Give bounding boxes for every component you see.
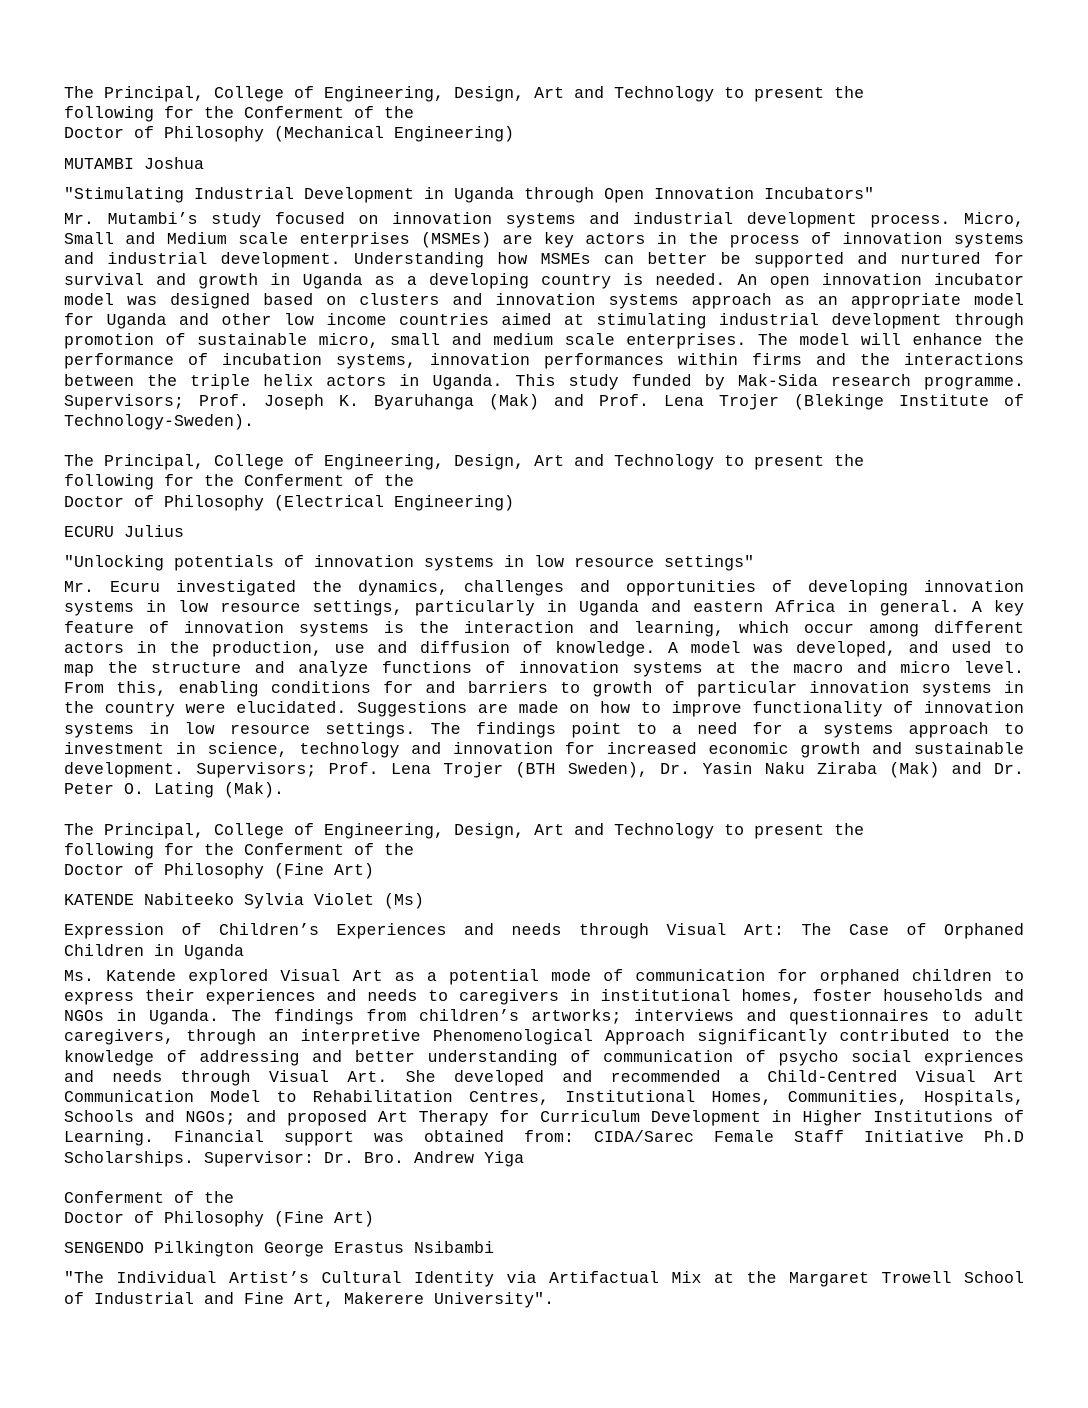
candidate-name: MUTAMBI Joshua [64, 154, 205, 174]
thesis-title: "The Individual Artist’s Cultural Identity via Artifactual Mix at the Margaret Trowell School of Industrial and Fine Art, Makerere University". [64, 1269, 1024, 1309]
document-page [64, 84, 1024, 1330]
thesis-title: "Unlocking potentials of innovation systems in low resource settings" [64, 553, 755, 573]
degree-line: Doctor of Philosophy (Fine Art) [64, 1208, 375, 1228]
intro-line: The Principal, College of Engineering, Design, Art and Technology to present the [64, 452, 865, 472]
degree-line: Doctor of Philosophy (Electrical Engineering) [64, 492, 515, 512]
intro-line: Conferment of the [64, 1188, 235, 1208]
intro-line: following for the Conferment of the [64, 104, 415, 124]
thesis-abstract: Mr. Mutambi’s study focused on innovation systems and industrial development process. Micro, Small and Medium scale enterprises (MSMEs) are key actors in the process of innovation systems and industrial development. Understanding how MSMEs can better be supported and nurtured for survival and growth in Uganda as a developing country is needed. An open innovation incubator model was designed based on clusters and innovation systems approach as an appropriate model for Uganda and other low income countries aimed at stimulating industrial development through promotion of sustainable micro, small and medium scale enterprises. The model will enhance the performance of incubation systems, innovation performances within firms and the interactions between the triple helix actors in Uganda. This study funded by Mak-Sida research programme. Supervisors; Prof. Joseph K. Byaruhanga (Mak) and Prof. Lena Trojer (Blekinge Institute of Technology-Sweden). [64, 210, 1024, 432]
intro-line: The Principal, College of Engineering, Design, Art and Technology to present the [64, 820, 865, 840]
conferment-section [64, 452, 1024, 800]
thesis-abstract: Ms. Katende explored Visual Art as a potential mode of communication for orphaned children to express their experiences and needs to caregivers in institutional homes, foster households and NGOs in Uganda. The findings from children’s artworks; interviews and questionnaires to adult caregivers, through an interpretive Phenomenological Approach significantly contributed to the knowledge of addressing and better understanding of communication of psycho social expriences and needs through Visual Art. She developed and recommended a Child-Centred Visual Art Communication Model to Rehabilitation Centres, Institutional Homes, Communities, Hospitals, Schools and NGOs; and proposed Art Therapy for Curriculum Development in Higher Institutions of Learning. Financial support was obtained from: CIDA/Sarec Female Staff Initiative Ph.D Scholarships. Supervisor: Dr. Bro. Andrew Yiga [64, 966, 1024, 1168]
conferment-section [64, 1189, 1024, 1310]
intro-line: following for the Conferment of the [64, 840, 415, 860]
degree-line: Doctor of Philosophy (Mechanical Engineering) [64, 124, 515, 144]
conferment-section [64, 821, 1024, 1169]
candidate-name: KATENDE Nabiteeko Sylvia Violet (Ms) [64, 891, 425, 911]
candidate-name: ECURU Julius [64, 522, 185, 542]
degree-line: Doctor of Philosophy (Fine Art) [64, 860, 375, 880]
intro-line: following for the Conferment of the [64, 472, 415, 492]
thesis-title: Expression of Children’s Experiences and needs through Visual Art: The Case of Orphaned Children in Uganda [64, 921, 1024, 961]
thesis-title: "Stimulating Industrial Development in Uganda through Open Innovation Incubators" [64, 184, 875, 204]
candidate-name: SENGENDO Pilkington George Erastus Nsibambi [64, 1239, 495, 1259]
conferment-section [64, 84, 1024, 432]
thesis-abstract: Mr. Ecuru investigated the dynamics, challenges and opportunities of developing innovation systems in low resource settings, particularly in Uganda and eastern Africa in general. A key feature of innovation systems is the interaction and learning, which occur among different actors in the production, use and diffusion of knowledge. A model was developed, and used to map the structure and analyze functions of innovation systems at the macro and micro level. From this, enabling conditions for and barriers to growth of particular innovation systems in the country were elucidated. Suggestions are made on how to improve functionality of innovation systems in low resource settings. The findings point to a need for a systems approach to investment in science, technology and innovation for increased economic growth and sustainable development. Supervisors; Prof. Lena Trojer (BTH Sweden), Dr. Yasin Naku Ziraba (Mak) and Dr. Peter O. Lating (Mak). [64, 578, 1024, 800]
intro-line: The Principal, College of Engineering, Design, Art and Technology to present the [64, 84, 865, 103]
